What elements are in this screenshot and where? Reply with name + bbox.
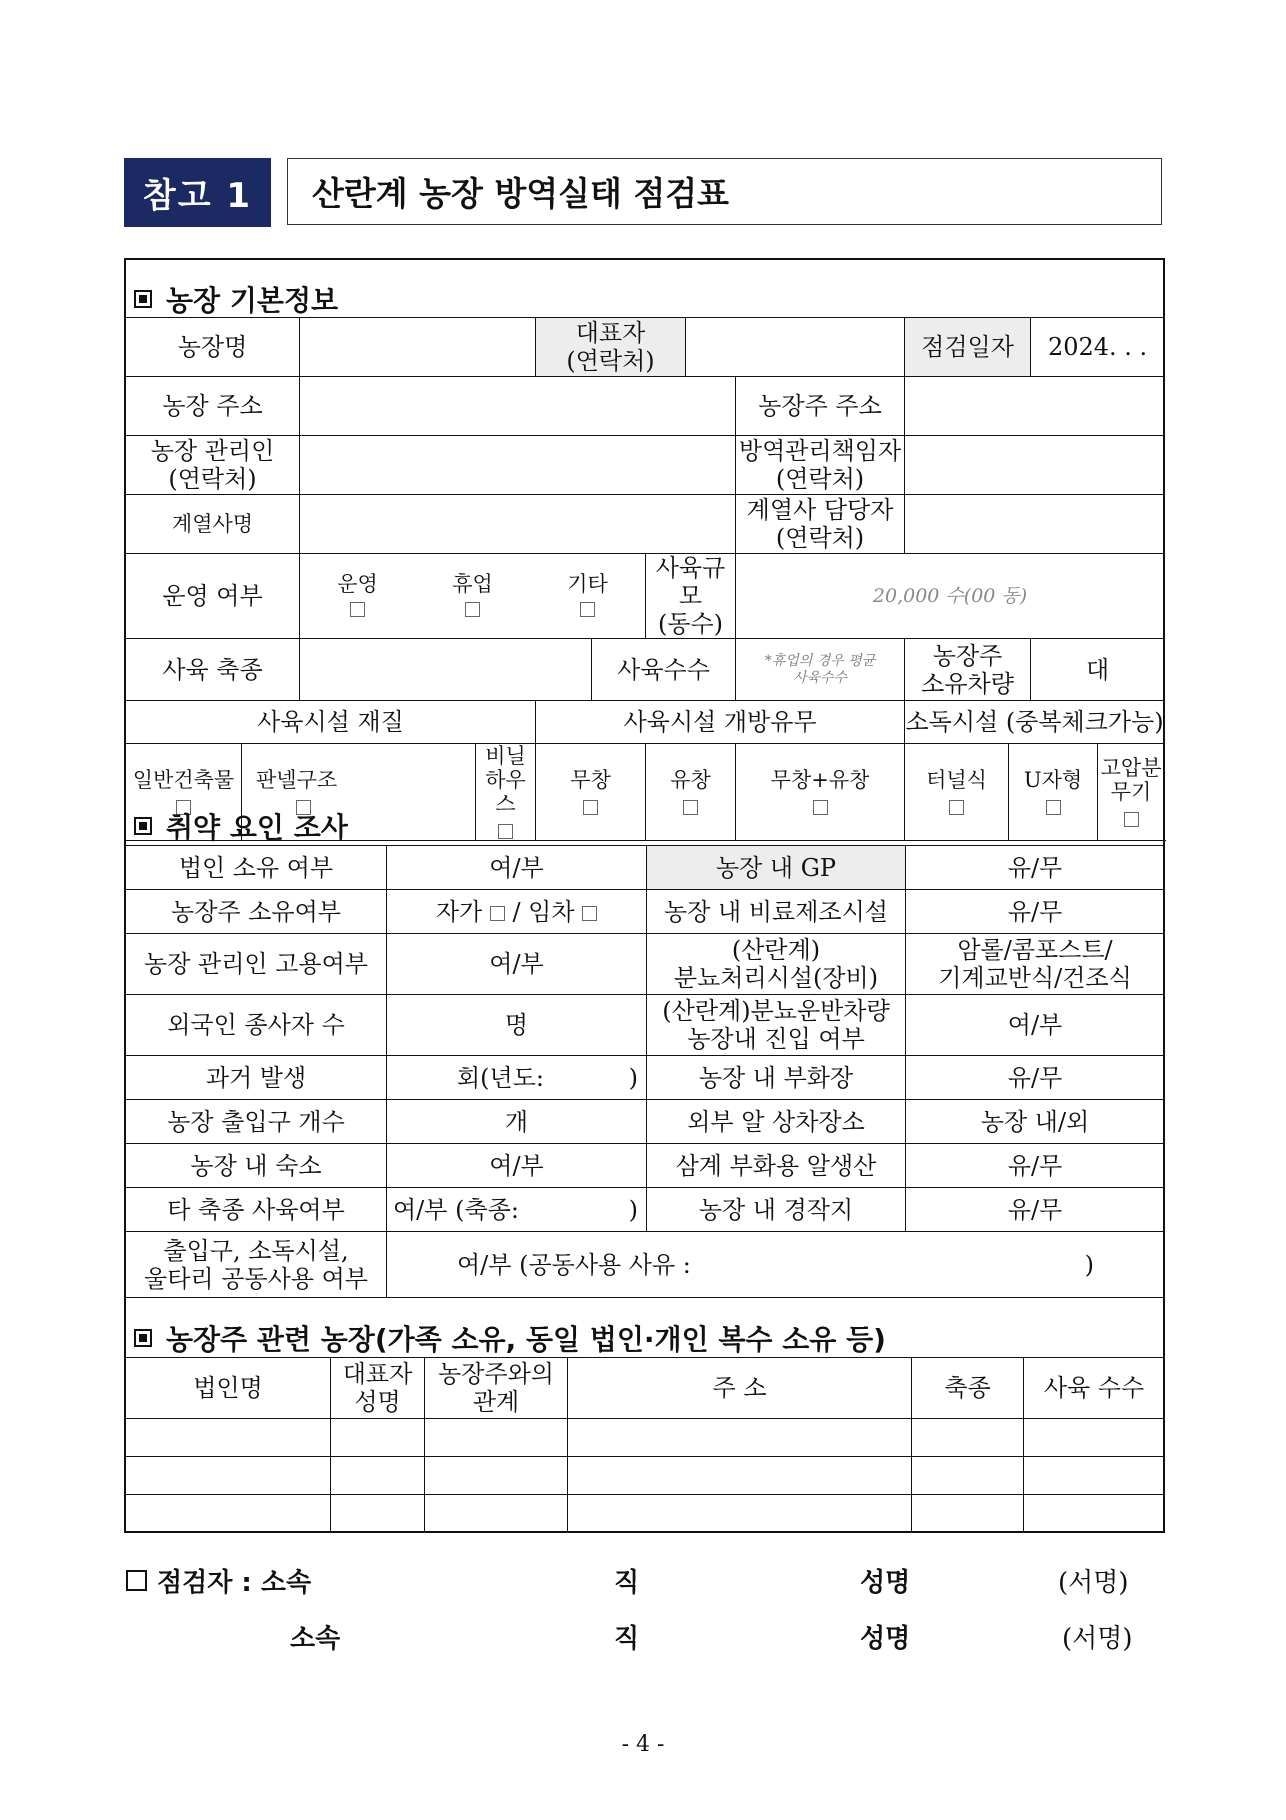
col-species: 축종 — [912, 1358, 1024, 1419]
col-relation: 농장주와의 관계 — [425, 1358, 568, 1419]
risk-label: 농장 내 경작지 — [647, 1188, 906, 1232]
table-cell[interactable] — [568, 1495, 912, 1533]
risk-label: 삼계 부화용 알생산 — [647, 1144, 906, 1188]
risk-factor-table — [125, 845, 1165, 1298]
table-cell[interactable] — [126, 1495, 331, 1533]
manager-input[interactable] — [300, 436, 736, 495]
checkbox-icon[interactable] — [126, 1570, 147, 1591]
scale-label: 사육규모 (동수) — [646, 554, 736, 639]
section-related-farms-title: 농장주 관련 농장(가족 소유, 동일 법인·개인 복수 소유 등) — [166, 1323, 886, 1356]
table-cell[interactable] — [331, 1419, 425, 1457]
page-number: - 4 - — [621, 1732, 665, 1757]
section-related-farms — [134, 1320, 886, 1356]
risk-value[interactable]: 유/무 — [906, 846, 1165, 890]
risk-label: 농장 내 비료제조시설 — [647, 890, 906, 934]
quarantine-manager-input[interactable] — [905, 436, 1165, 495]
shared-use-value[interactable]: 여/부 (공동사용 사유 : ) — [387, 1232, 1165, 1298]
risk-value-history[interactable]: 회(년도: ) — [387, 1056, 647, 1100]
col-head-count: 사육 수수 — [1024, 1358, 1165, 1419]
risk-value[interactable]: 유/무 — [906, 1056, 1165, 1100]
risk-label: 농장 출입구 개수 — [126, 1100, 387, 1144]
checkbox-icon[interactable] — [580, 602, 595, 617]
table-cell[interactable] — [912, 1457, 1024, 1495]
operation-label: 운영 여부 — [126, 554, 300, 639]
quarantine-manager-label: 방역관리책임자 (연락처) — [736, 436, 905, 495]
filled-square-icon — [134, 290, 152, 308]
reference-label: 참고 1 — [124, 158, 271, 227]
checkbox-icon[interactable] — [1124, 812, 1139, 827]
owner-address-label: 농장주 주소 — [736, 377, 905, 436]
table-row — [126, 1457, 1165, 1495]
op-option-running[interactable]: 운영 — [337, 572, 378, 620]
farm-address-input[interactable] — [300, 377, 736, 436]
farm-name-input[interactable] — [300, 318, 536, 377]
op-option-closed[interactable]: 휴업 — [452, 572, 493, 620]
checkbox-icon[interactable] — [582, 906, 597, 921]
material-general-building[interactable]: 일반건축물 — [126, 744, 242, 841]
col-rep-name: 대표자 성명 — [331, 1358, 425, 1419]
risk-label: 과거 발생 — [126, 1056, 387, 1100]
affiliate-input[interactable] — [300, 495, 736, 554]
inspect-date-input[interactable]: 2024. . . — [1031, 318, 1165, 377]
risk-value[interactable]: 암롤/콤포스트/ 기계교반식/건조식 — [906, 934, 1165, 995]
representative-label: 대표자 (연락처) — [536, 318, 686, 377]
table-cell[interactable] — [912, 1419, 1024, 1457]
material-panel[interactable]: 판넬구조 — [242, 744, 476, 841]
risk-value[interactable]: 명 — [387, 995, 647, 1056]
op-option-other[interactable]: 기타 — [567, 572, 608, 620]
risk-label: 농장 내 GP — [647, 846, 906, 890]
affiliate-manager-input[interactable] — [905, 495, 1165, 554]
risk-value[interactable]: 여/부 — [387, 1144, 647, 1188]
section-risk-title: 취약 요인 조사 — [166, 811, 348, 844]
signature-field[interactable]: (서명) — [1062, 1623, 1133, 1654]
material-vinyl-house[interactable]: 비닐하우스 — [476, 744, 536, 841]
facility-openness-header: 사육시설 개방유무 — [536, 701, 905, 744]
risk-label: 법인 소유 여부 — [126, 846, 387, 890]
inspector-line — [126, 1560, 311, 1600]
name-label: 성명 — [860, 1567, 911, 1598]
table-cell[interactable] — [1024, 1419, 1165, 1457]
checkbox-icon[interactable] — [949, 800, 964, 815]
page-title: 산란계 농장 방역실태 점검표 — [287, 158, 1162, 225]
affiliate-manager-label: 계열사 담당자 (연락처) — [736, 495, 905, 554]
species-label: 사육 축종 — [126, 639, 300, 701]
risk-value-other-species[interactable]: 여/부 (축종: ) — [387, 1188, 647, 1232]
table-cell[interactable] — [425, 1457, 568, 1495]
risk-value[interactable]: 유/무 — [906, 1144, 1165, 1188]
scale-input[interactable]: 20,000 수(00 동) — [736, 554, 1165, 639]
risk-value[interactable]: 개 — [387, 1100, 647, 1144]
owner-vehicle-input[interactable]: 대 — [1031, 639, 1165, 701]
inspector-affiliation-label: 점검자 : 소속 — [157, 1567, 312, 1598]
table-row — [126, 1495, 1165, 1533]
table-cell[interactable] — [1024, 1495, 1165, 1533]
risk-value[interactable]: 농장 내/외 — [906, 1100, 1165, 1144]
section-basic-info — [134, 282, 338, 316]
name-label: 성명 — [860, 1623, 911, 1654]
table-cell[interactable] — [126, 1457, 331, 1495]
risk-value-ownership[interactable]: 자가 / 임차 — [387, 890, 647, 934]
operation-options — [300, 554, 646, 639]
position-label: 직 — [614, 1567, 640, 1598]
disinfection-header: 소독시설 (중복체크가능) — [905, 701, 1165, 744]
section-risk — [134, 808, 348, 844]
openness-windowless[interactable]: 무창 — [536, 744, 646, 841]
risk-label: 농장 관리인 고용여부 — [126, 934, 387, 995]
checkbox-icon[interactable] — [465, 602, 480, 617]
filled-square-icon — [134, 1329, 152, 1347]
disinfect-sprayer[interactable]: 고압분무기 — [1098, 744, 1165, 841]
risk-value[interactable]: 여/부 — [387, 846, 647, 890]
filled-square-icon — [134, 817, 152, 835]
risk-label: 농장주 소유여부 — [126, 890, 387, 934]
disinfect-u-type[interactable]: U자형 — [1009, 744, 1098, 841]
checkbox-icon[interactable] — [813, 800, 828, 815]
inspect-date-label: 점검일자 — [905, 318, 1031, 377]
risk-value[interactable]: 여/부 — [906, 995, 1165, 1056]
table-cell[interactable] — [126, 1419, 331, 1457]
representative-input[interactable] — [686, 318, 905, 377]
risk-label: 타 축종 사육여부 — [126, 1188, 387, 1232]
affiliation-label: 소속 — [290, 1623, 341, 1654]
table-row — [126, 1419, 1165, 1457]
col-corp-name: 법인명 — [126, 1358, 331, 1419]
head-count-label: 사육수수 — [592, 639, 736, 701]
position-label: 직 — [614, 1623, 640, 1654]
owner-address-input[interactable] — [905, 377, 1165, 436]
species-input[interactable] — [300, 639, 592, 701]
checkbox-icon[interactable] — [350, 602, 365, 617]
checkbox-icon[interactable] — [498, 824, 513, 839]
checkbox-icon[interactable] — [1046, 800, 1061, 815]
risk-label: (산란계)분뇨운반차량 농장내 진입 여부 — [647, 995, 906, 1056]
risk-label: 외부 알 상차장소 — [647, 1100, 906, 1144]
risk-value[interactable]: 여/부 — [387, 934, 647, 995]
head-count-input[interactable]: *휴업의 경우 평균 사육수수 — [736, 639, 905, 701]
checkbox-icon[interactable] — [583, 800, 598, 815]
shared-use-label: 출입구, 소독시설, 울타리 공동사용 여부 — [126, 1232, 387, 1298]
basic-info-table — [125, 317, 1165, 841]
disinfect-tunnel[interactable]: 터널식 — [905, 744, 1009, 841]
table-cell[interactable] — [912, 1495, 1024, 1533]
col-address: 주 소 — [568, 1358, 912, 1419]
checkbox-icon[interactable] — [490, 906, 505, 921]
risk-value[interactable]: 유/무 — [906, 890, 1165, 934]
farm-name-label: 농장명 — [126, 318, 300, 377]
risk-label: 농장 내 숙소 — [126, 1144, 387, 1188]
table-cell[interactable] — [568, 1419, 912, 1457]
farm-address-label: 농장 주소 — [126, 377, 300, 436]
signature-field[interactable]: (서명) — [1058, 1567, 1129, 1598]
table-cell[interactable] — [331, 1457, 425, 1495]
owner-vehicle-label: 농장주 소유차량 — [905, 639, 1031, 701]
related-farms-table — [125, 1357, 1165, 1533]
affiliate-label: 계열사명 — [126, 495, 300, 554]
table-cell[interactable] — [331, 1495, 425, 1533]
openness-mixed[interactable]: 무창+유창 — [736, 744, 905, 841]
table-cell[interactable] — [425, 1419, 568, 1457]
risk-label: (산란계) 분뇨처리시설(장비) — [647, 934, 906, 995]
table-cell[interactable] — [568, 1457, 912, 1495]
section-basic-info-title: 농장 기본정보 — [166, 284, 339, 317]
openness-windowed[interactable]: 유창 — [646, 744, 736, 841]
risk-label: 외국인 종사자 수 — [126, 995, 387, 1056]
table-cell[interactable] — [425, 1495, 568, 1533]
table-cell[interactable] — [1024, 1457, 1165, 1495]
checkbox-icon[interactable] — [683, 800, 698, 815]
risk-value[interactable]: 유/무 — [906, 1188, 1165, 1232]
manager-label: 농장 관리인 (연락처) — [126, 436, 300, 495]
facility-material-header: 사육시설 재질 — [126, 701, 536, 744]
risk-label: 농장 내 부화장 — [647, 1056, 906, 1100]
